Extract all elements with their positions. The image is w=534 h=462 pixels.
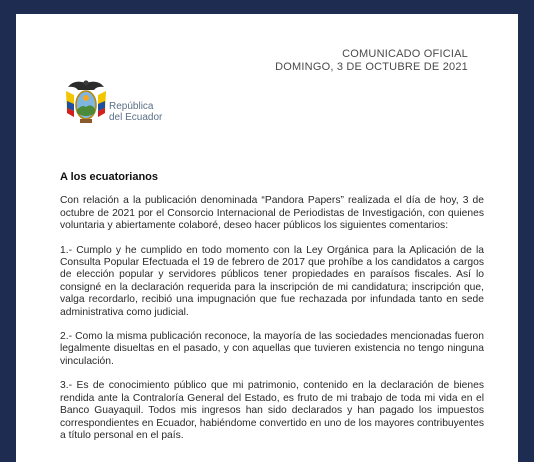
republic-logo (64, 77, 184, 139)
logo-line-2: del Ecuador (109, 112, 163, 123)
coat-of-arms-icon (64, 77, 108, 127)
letter-body (60, 171, 484, 454)
paragraph-2: 2.- Como la misma publicación reconoce, la mayoría de las sociedades mencionadas fueron legalmente disueltas en el pasado, y con aquellas que tuvieren existencia no tengo ninguna vinculación. (60, 331, 484, 367)
paragraph-3: 3.- Es de conocimiento público que mi patrimonio, contenido en la declaración de bienes rendida ante la Contraloría General del Estado, es fruto de mi trabajo de toda mi vida en el Banco Guayaquil. Todos mis ingresos han sido declarados y han pagado los impuestos correspondientes en Ecuador, habiéndome convertido en uno de los mayores contribuyentes a título personal en el país. (60, 380, 484, 441)
communique-title: COMUNICADO OFICIAL (342, 48, 468, 60)
logo-wordmark (109, 101, 162, 123)
paragraph-intro: Con relación a la publicación denominada “Pandora Papers” realizada el día de hoy, 3 de octubre de 2021 por el Consorcio Internacional de Periodistas de Investigación, con quienes voluntaria y abiertamente colaboré, deseo hacer públicos los siguientes comentarios: (60, 195, 484, 232)
document-sheet (16, 14, 518, 462)
communique-date: DOMINGO, 3 DE OCTUBRE DE 2021 (275, 61, 468, 73)
logo-line-1: República (109, 101, 154, 112)
salutation: A los ecuatorianos (60, 171, 159, 183)
communique-header (275, 48, 468, 74)
top-frame-border (0, 0, 534, 14)
paragraph-1: 1.- Cumplo y he cumplido en todo momento con la Ley Orgánica para la Aplicación de la Consulta Popular Efectuada el 19 de febrero de 2017 que prohíbe a los candidatos a cargos de elección popular y servidores públicos tener propiedades en paraísos fiscales. Así lo consigné en la declaración requerida para la inscripción de mi candidatura; inscripción que, valga recordarlo, recibió una impugnación que fue rechazada por infundada tanto en sede administrativa como judicial. (60, 244, 484, 318)
